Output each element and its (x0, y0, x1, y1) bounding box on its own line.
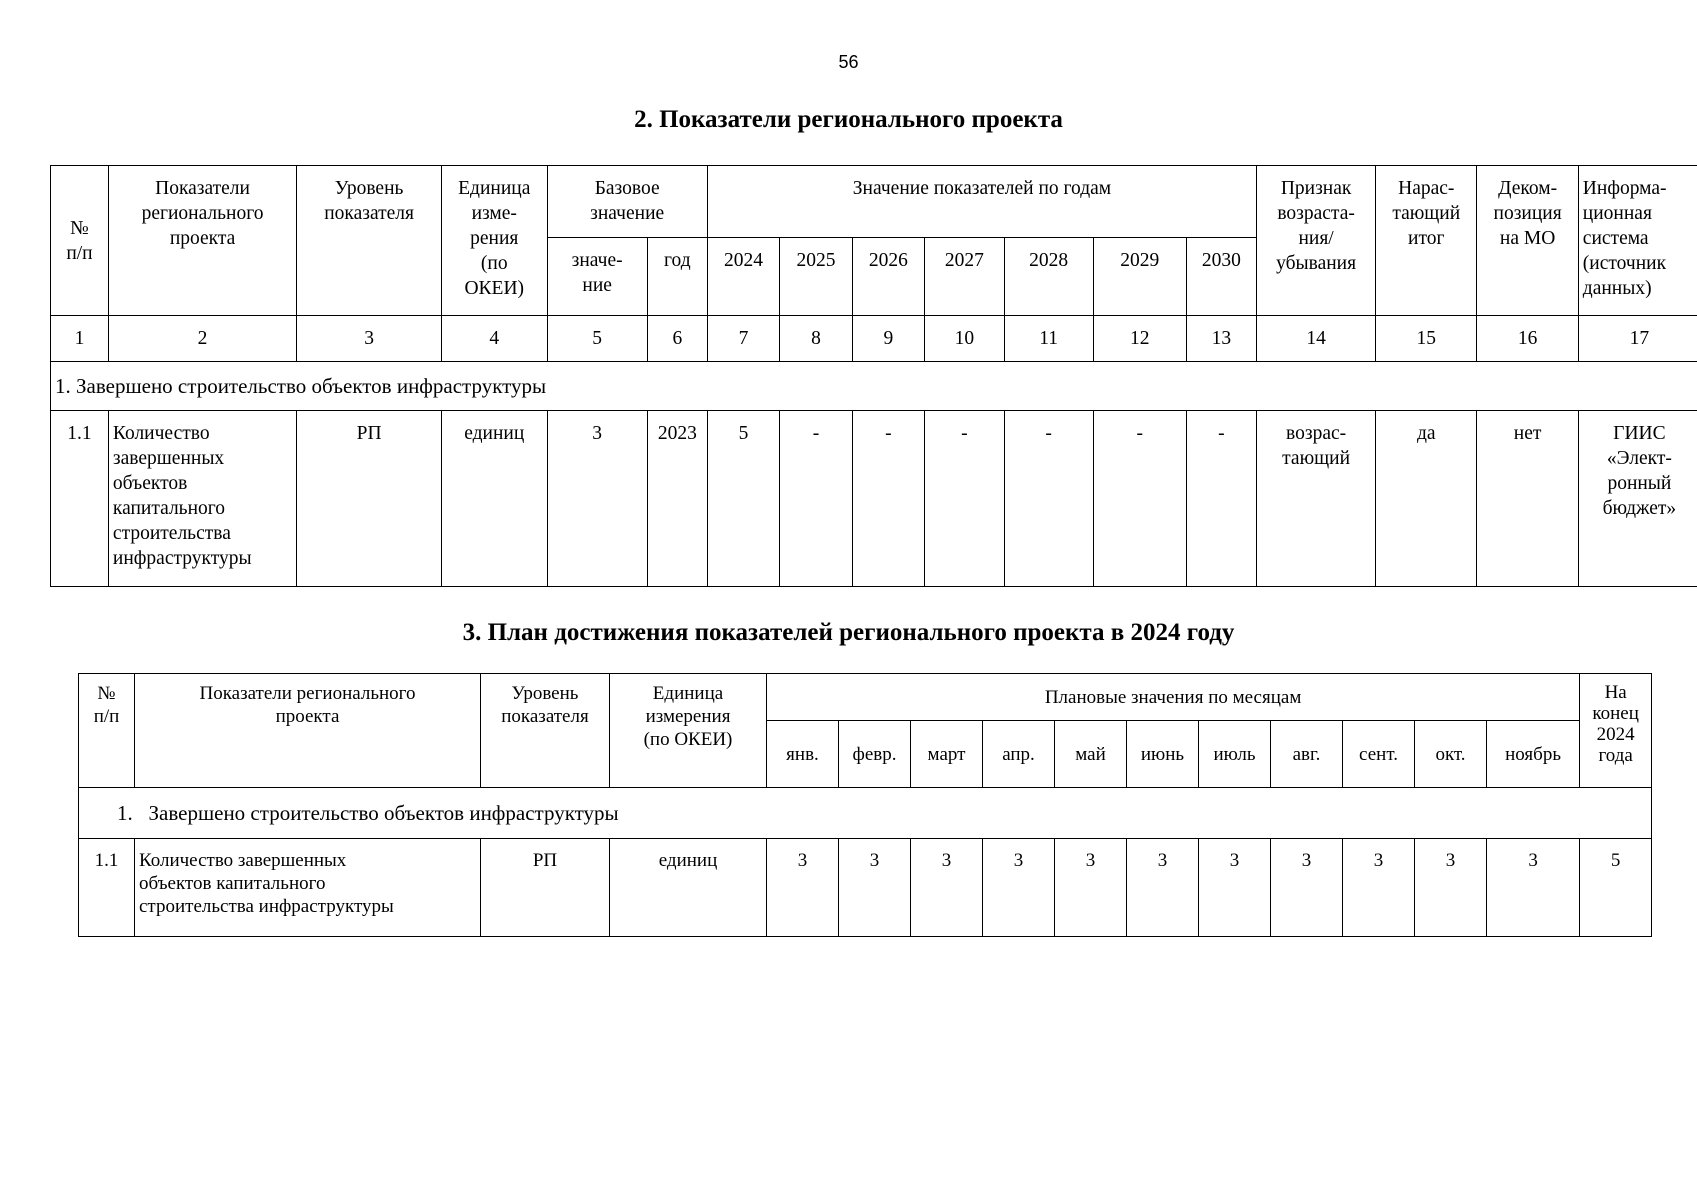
row-num: 1.1 (79, 839, 135, 937)
header-month-apr: апр. (983, 721, 1055, 788)
column-number: 13 (1186, 316, 1256, 362)
row-month-jul: 3 (1199, 839, 1271, 937)
column-number: 11 (1004, 316, 1093, 362)
row-base-value: 3 (547, 411, 647, 587)
row-month-jan: 3 (767, 839, 839, 937)
row-num: 1.1 (51, 411, 109, 587)
header-year-end: На конец 2024 года (1580, 674, 1652, 788)
header-year-2030: 2030 (1186, 238, 1256, 316)
row-month-sep: 3 (1343, 839, 1415, 937)
header-month-feb: февр. (839, 721, 911, 788)
row-value-2030: - (1186, 411, 1256, 587)
header-indicator: Показатели регионального проекта (135, 674, 481, 788)
row-indicator: Количество завершенных объектов капитального строительства инфраструктуры (108, 411, 296, 587)
row-month-oct: 3 (1415, 839, 1487, 937)
header-unit: Единица измерения (по ОКЕИ) (610, 674, 767, 788)
row-month-jun: 3 (1127, 839, 1199, 937)
row-month-feb: 3 (839, 839, 911, 937)
row-base-year: 2023 (647, 411, 707, 587)
table-row (79, 839, 1652, 937)
row-value-2028: - (1004, 411, 1093, 587)
section-2-title: 2. Показатели регионального проекта (634, 106, 1063, 133)
row-value-2024: 5 (707, 411, 779, 587)
column-number: 8 (780, 316, 852, 362)
header-month-sep: сент. (1343, 721, 1415, 788)
header-base: Базовое значение (547, 166, 707, 238)
header-year-2025: 2025 (780, 238, 852, 316)
header-month-jan: янв. (767, 721, 839, 788)
header-month-mar: март (911, 721, 983, 788)
row-unit: единиц (610, 839, 767, 937)
column-number: 6 (647, 316, 707, 362)
column-numbers-row (51, 316, 1697, 362)
row-value-2026: - (852, 411, 924, 587)
header-num: № п/п (51, 166, 109, 316)
row-sign: возрас- тающий (1257, 411, 1376, 587)
header-decomposition: Деком- позиция на МО (1477, 166, 1578, 316)
column-number: 9 (852, 316, 924, 362)
header-year-2028: 2028 (1004, 238, 1093, 316)
header-level: Уровень показателя (481, 674, 610, 788)
row-month-apr: 3 (983, 839, 1055, 937)
column-number: 5 (547, 316, 647, 362)
header-base-year: год (647, 238, 707, 316)
row-month-aug: 3 (1271, 839, 1343, 937)
row-cumulative: да (1376, 411, 1477, 587)
column-number: 1 (51, 316, 109, 362)
column-number: 12 (1093, 316, 1186, 362)
column-number: 4 (442, 316, 548, 362)
row-decomposition: нет (1477, 411, 1578, 587)
row-info-system: ГИИС «Элект- ронный бюджет» (1578, 411, 1697, 587)
header-month-oct: окт. (1415, 721, 1487, 788)
header-year-2029: 2029 (1093, 238, 1186, 316)
column-number: 15 (1376, 316, 1477, 362)
header-sign: Признак возраста- ния/ убывания (1257, 166, 1376, 316)
header-cumulative: Нарас- тающий итог (1376, 166, 1477, 316)
page-number: 56 (838, 52, 859, 72)
column-number: 7 (707, 316, 779, 362)
group-title: 1. Завершено строительство объектов инфраструктуры (79, 788, 1652, 839)
row-value-2027: - (925, 411, 1005, 587)
header-month-aug: авг. (1271, 721, 1343, 788)
column-number: 3 (297, 316, 442, 362)
section-3-title: 3. План достижения показателей регионального проекта в 2024 году (462, 619, 1235, 646)
header-monthly-values: Плановые значения по месяцам (767, 674, 1580, 721)
monthly-plan-table (78, 673, 1652, 937)
row-value-2025: - (780, 411, 852, 587)
header-year-2024: 2024 (707, 238, 779, 316)
row-month-mar: 3 (911, 839, 983, 937)
header-info-system: Информа- ционная система (источник данных) (1578, 166, 1697, 316)
column-number: 16 (1477, 316, 1578, 362)
group-title: 1. Завершено строительство объектов инфраструктуры (51, 362, 1697, 411)
row-indicator: Количество завершенных объектов капитального строительства инфраструктуры (135, 839, 481, 937)
row-level: РП (481, 839, 610, 937)
row-value-2029: - (1093, 411, 1186, 587)
row-month-may: 3 (1055, 839, 1127, 937)
row-unit: единиц (442, 411, 548, 587)
header-month-jun: июнь (1127, 721, 1199, 788)
header-unit: Единица изме- рения (по ОКЕИ) (442, 166, 548, 316)
header-base-value: значе- ние (547, 238, 647, 316)
header-month-nov: ноябрь (1487, 721, 1580, 788)
row-month-nov: 3 (1487, 839, 1580, 937)
indicators-table (50, 165, 1697, 587)
header-month-may: май (1055, 721, 1127, 788)
header-num: № п/п (79, 674, 135, 788)
header-month-jul: июль (1199, 721, 1271, 788)
row-level: РП (297, 411, 442, 587)
header-values-by-years: Значение показателей по годам (707, 166, 1256, 238)
column-number: 10 (925, 316, 1005, 362)
header-indicator: Показатели регионального проекта (108, 166, 296, 316)
column-number: 17 (1578, 316, 1697, 362)
column-number: 14 (1257, 316, 1376, 362)
row-year-end: 5 (1580, 839, 1652, 937)
table-row (51, 411, 1697, 587)
header-year-2027: 2027 (925, 238, 1005, 316)
header-level: Уровень показателя (297, 166, 442, 316)
header-year-2026: 2026 (852, 238, 924, 316)
column-number: 2 (108, 316, 296, 362)
